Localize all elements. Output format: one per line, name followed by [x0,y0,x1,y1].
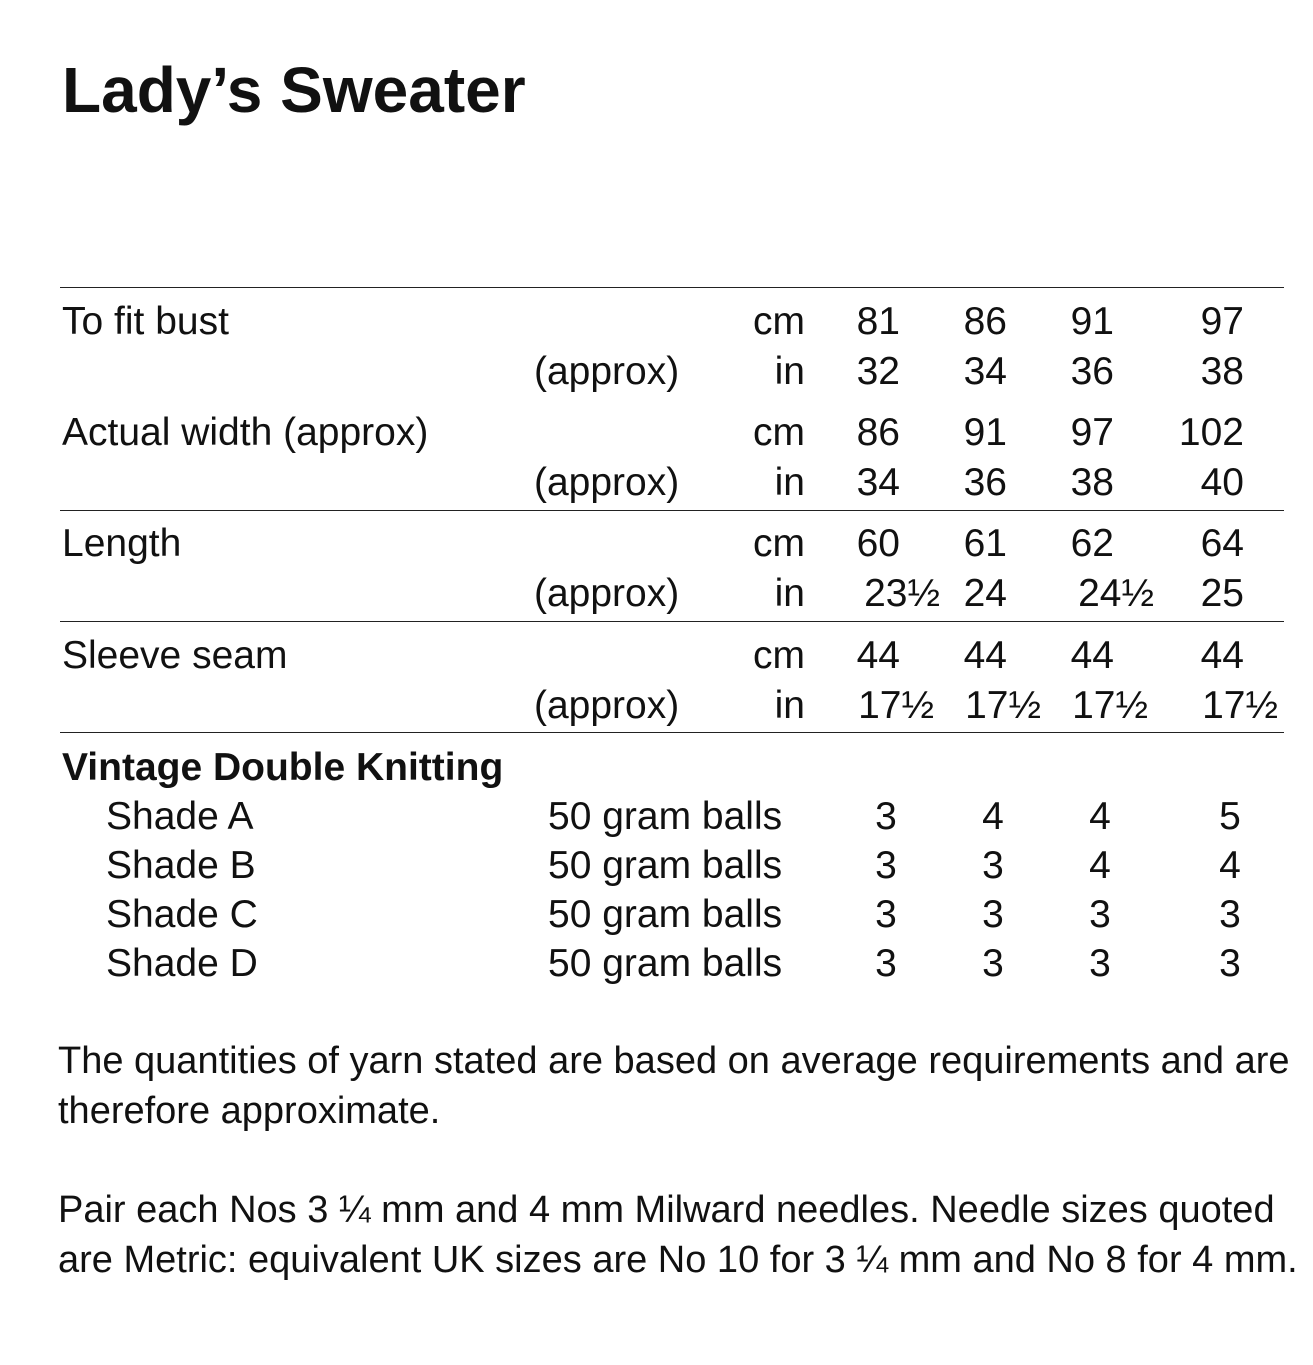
ball-qty: 3 [1219,893,1241,936]
shade-name: Shade C [106,893,258,936]
ball-qty: 3 [982,844,1004,887]
size-value: 17½ [1202,684,1278,727]
yarn-heading: Vintage Double Knitting [62,746,504,789]
quantities-note: The quantities of yarn stated are based on average requirements and are therefore approximate. [58,1040,1290,1132]
approx-label: (approx) [534,684,680,727]
ball-qty: 3 [1219,942,1241,985]
ball-qty: 3 [982,893,1004,936]
needles-note: Pair each Nos 3 ¼ mm and 4 mm Milward needles. Needle sizes quoted are Metric: equivalent UK sizes are No 10 for 3 ¼ mm and No 8 for 4 mm. [58,1189,1298,1281]
size-value: 17½ [965,684,1041,727]
approx-label: (approx) [534,350,680,393]
size-value: 36 [963,461,1007,504]
size-value: 32 [856,350,900,393]
table-top-rule [60,287,1284,288]
size-value: 24½ [1078,572,1154,615]
ball-unit: 50 gram balls [548,942,783,985]
ball-qty: 5 [1219,795,1241,838]
ball-qty: 3 [982,942,1004,985]
ball-qty: 3 [875,893,897,936]
size-value: 60 [856,522,900,565]
unit-cm: cm [753,634,805,677]
size-value: 81 [856,300,900,343]
ball-unit: 50 gram balls [548,844,783,887]
size-value: 86 [963,300,1007,343]
unit-cm: cm [753,300,805,343]
row-divider [60,510,1284,511]
size-value: 44 [963,634,1007,677]
size-value: 97 [1070,411,1114,454]
ball-qty: 3 [875,844,897,887]
ball-qty: 4 [1219,844,1241,887]
size-value: 44 [856,634,900,677]
size-value: 17½ [1072,684,1148,727]
size-value: 91 [963,411,1007,454]
shade-name: Shade B [106,844,256,887]
size-value: 24 [963,572,1007,615]
measure-label: To fit bust [62,300,229,343]
size-value: 40 [1200,461,1244,504]
size-value: 38 [1200,350,1244,393]
ball-qty: 3 [875,795,897,838]
measure-label: Sleeve seam [62,634,288,677]
ball-qty: 3 [875,942,897,985]
size-value: 23½ [864,572,940,615]
unit-cm: cm [753,411,805,454]
ball-qty: 3 [1089,942,1111,985]
size-value: 97 [1200,300,1244,343]
unit-in: in [774,684,805,727]
size-value: 86 [856,411,900,454]
ball-qty: 4 [982,795,1004,838]
size-value: 44 [1200,634,1244,677]
size-value: 102 [1178,411,1244,454]
size-value: 25 [1200,572,1244,615]
row-divider [60,732,1284,733]
size-value: 91 [1070,300,1114,343]
unit-in: in [774,461,805,504]
ball-qty: 3 [1089,893,1111,936]
measure-label: Length [62,522,182,565]
size-value: 61 [963,522,1007,565]
size-value: 62 [1070,522,1114,565]
ball-unit: 50 gram balls [548,893,783,936]
page-title: Lady’s Sweater [62,54,526,126]
shade-name: Shade A [106,795,254,838]
unit-cm: cm [753,522,805,565]
row-divider [60,621,1284,622]
ball-qty: 4 [1089,844,1111,887]
shade-name: Shade D [106,942,258,985]
size-value: 44 [1070,634,1114,677]
ball-unit: 50 gram balls [548,795,783,838]
size-value: 64 [1200,522,1244,565]
size-value: 34 [856,461,900,504]
approx-label: (approx) [534,572,680,615]
unit-in: in [774,572,805,615]
size-value: 17½ [858,684,934,727]
approx-label: (approx) [534,461,680,504]
unit-in: in [774,350,805,393]
size-value: 38 [1070,461,1114,504]
measure-label: Actual width (approx) [62,411,429,454]
size-value: 34 [963,350,1007,393]
ball-qty: 4 [1089,795,1111,838]
size-value: 36 [1070,350,1114,393]
